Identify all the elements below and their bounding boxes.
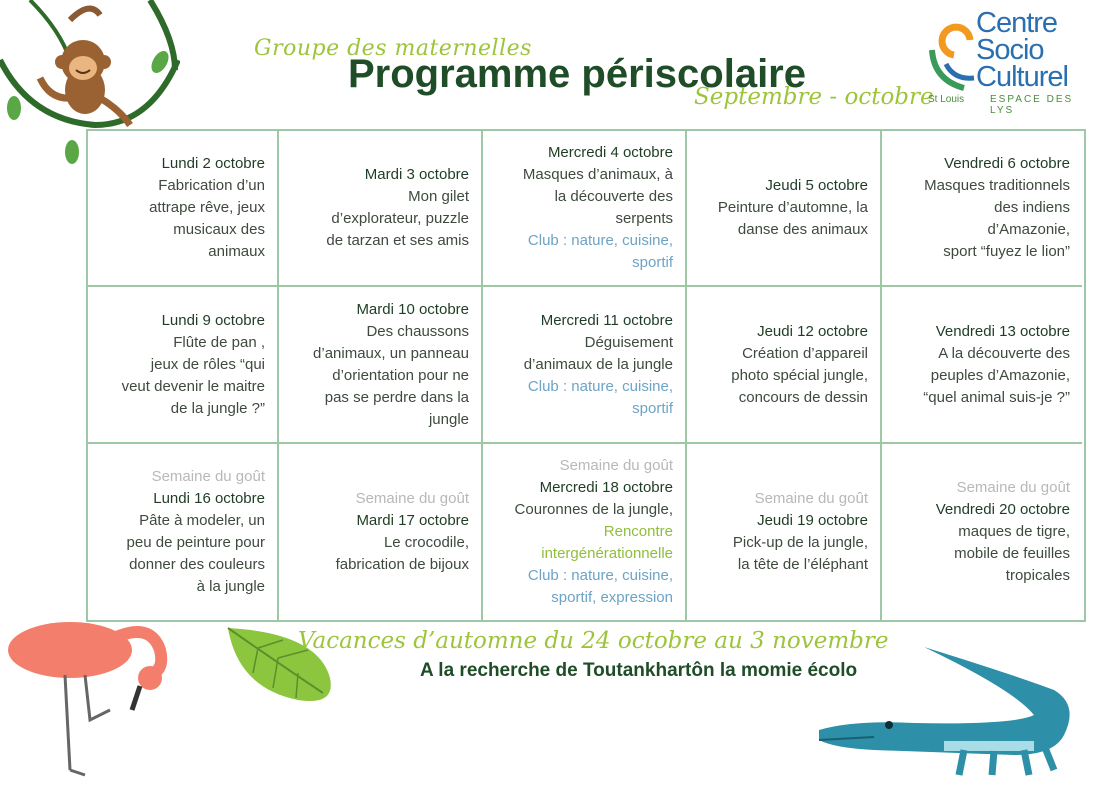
activity-line: d’animaux de la jungle (523, 355, 673, 373)
activity-line: pas se perdre dans la (324, 388, 469, 406)
activity-line: d’animaux, un panneau (313, 344, 469, 362)
week-label: Semaine du goût (355, 490, 469, 507)
day-label: Mardi 10 octobre (356, 300, 469, 318)
activity-line: Le crocodile, (383, 534, 469, 551)
activity-line: fabrication de bijoux (335, 556, 469, 573)
activity-line: d’orientation pour ne (332, 366, 469, 384)
activity-line: jungle (428, 410, 469, 428)
day-label: Jeudi 19 octobre (757, 512, 868, 529)
activity-line: Pâte à modeler, un (139, 512, 265, 529)
flamingo-illustration (0, 600, 180, 787)
activity-line: veut devenir le maitre (121, 377, 265, 395)
activity-line: Flûte de pan , (173, 333, 265, 351)
club-line: Club : nature, cuisine, (527, 567, 673, 584)
logo-place: ESPACE DES LYS (990, 94, 1074, 116)
activity-line: photo spécial jungle, (731, 366, 868, 384)
activity-line: Pick-up de la jungle, (732, 534, 868, 551)
day-label: Vendredi 6 octobre (944, 155, 1070, 172)
vacation-theme: A la recherche de Toutankhartôn la momie écolo (420, 660, 858, 681)
calendar-cell-vendredi-6 (882, 131, 1082, 287)
day-label: Lundi 2 octobre (161, 155, 265, 172)
activity-line: Peinture d’automne, la (717, 199, 868, 216)
activity-line: A la découverte des (938, 344, 1070, 362)
group-title: Groupe des maternelles (254, 36, 532, 61)
calendar-cell-vendredi-13 (882, 287, 1082, 444)
activity-line: Des chaussons (366, 322, 469, 340)
activity-line: Création d’appareil (742, 344, 868, 362)
activity-line: de tarzan et ses amis (326, 232, 469, 249)
calendar-cell-vendredi-20 (882, 444, 1082, 620)
day-label: Lundi 9 octobre (161, 311, 265, 329)
activity-line: tropicales (1005, 567, 1070, 584)
day-label: Lundi 16 octobre (153, 490, 265, 507)
page-title: Programme périscolaire (348, 52, 806, 96)
activity-line: danse des animaux (737, 221, 868, 238)
activity-line: peu de peinture pour (126, 534, 265, 551)
centre-socio-culturel-logo (924, 7, 1094, 116)
day-label: Vendredi 20 octobre (935, 501, 1070, 518)
calendar-cell-lundi-2 (88, 131, 279, 287)
club-line: sportif (632, 399, 673, 417)
calendar-cell-jeudi-19 (687, 444, 882, 620)
activity-line: peuples d’Amazonie, (930, 366, 1070, 384)
calendar-grid (86, 129, 1086, 622)
activity-line: Masques d’animaux, à (522, 166, 673, 183)
activity-line: donner des couleurs (129, 556, 265, 573)
period-subtitle: Septembre - octobre (694, 84, 934, 110)
activity-line: attrape rêve, jeux (149, 199, 265, 216)
club-line: sportif, expression (551, 589, 673, 606)
day-label: Mardi 3 octobre (364, 166, 469, 183)
day-label: Mercredi 4 octobre (547, 144, 673, 161)
activity-line: de la jungle ?” (170, 399, 265, 417)
calendar-cell-lundi-16 (88, 444, 279, 620)
calendar-cell-mardi-10 (279, 287, 483, 444)
activity-line: maques de tigre, (958, 523, 1070, 540)
day-label: Mardi 17 octobre (356, 512, 469, 529)
day-label: Jeudi 12 octobre (757, 322, 868, 340)
calendar-cell-jeudi-12 (687, 287, 882, 444)
activity-line: animaux (208, 243, 265, 260)
day-label: Mercredi 18 octobre (539, 479, 673, 496)
activity-line: Masques traditionnels (924, 177, 1070, 194)
vacation-title: Vacances d’automne du 24 octobre au 3 novembre (298, 628, 889, 654)
club-line: Club : nature, cuisine, (527, 377, 673, 395)
activity-line: Couronnes de la jungle, (514, 501, 673, 518)
activity-line: sport “fuyez le lion” (943, 243, 1070, 260)
activity-line: jeux de rôles “qui (150, 355, 265, 373)
activity-line: serpents (615, 210, 673, 227)
week-label: Semaine du goût (956, 479, 1070, 496)
activity-line: concours de dessin (738, 388, 868, 406)
logo-line-centre: Centre (976, 7, 1058, 39)
logo-swirl-icon (924, 10, 984, 100)
calendar-cell-mercredi-18 (483, 444, 687, 620)
activity-line: Déguisement (584, 333, 673, 351)
activity-line: “quel animal suis-je ?” (923, 388, 1070, 406)
logo-line-socio: Socio (976, 34, 1044, 66)
day-label: Mercredi 11 octobre (540, 311, 673, 329)
activity-line: musicaux des (173, 221, 265, 238)
activity-line: mobile de feuilles (954, 545, 1070, 562)
calendar-cell-lundi-9 (88, 287, 279, 444)
calendar-cell-mercredi-4 (483, 131, 687, 287)
logo-city: St Louis (928, 94, 965, 105)
calendar-cell-mardi-17 (279, 444, 483, 620)
activity-line: d’Amazonie, (987, 221, 1070, 238)
calendar-cell-mercredi-11 (483, 287, 687, 444)
logo-line-culturel: Culturel (976, 61, 1068, 93)
highlight-line: Rencontre (603, 523, 673, 540)
club-line: Club : nature, cuisine, (527, 232, 673, 249)
activity-line: la découverte des (554, 188, 673, 205)
activity-line: d’explorateur, puzzle (331, 210, 469, 227)
activity-line: Mon gilet (408, 188, 469, 205)
activity-line: des indiens (994, 199, 1070, 216)
activity-line: la tête de l’éléphant (737, 556, 868, 573)
calendar-cell-jeudi-5 (687, 131, 882, 287)
club-line: sportif (632, 254, 673, 271)
activity-line: à la jungle (196, 578, 265, 595)
calendar-cell-mardi-3 (279, 131, 483, 287)
week-label: Semaine du goût (754, 490, 868, 507)
day-label: Vendredi 13 octobre (935, 322, 1070, 340)
highlight-line: intergénérationnelle (541, 545, 673, 562)
week-label: Semaine du goût (559, 457, 673, 474)
day-label: Jeudi 5 octobre (765, 177, 868, 194)
week-label: Semaine du goût (151, 468, 265, 485)
crocodile-illustration (814, 645, 1084, 780)
activity-line: Fabrication d’un (158, 177, 265, 194)
